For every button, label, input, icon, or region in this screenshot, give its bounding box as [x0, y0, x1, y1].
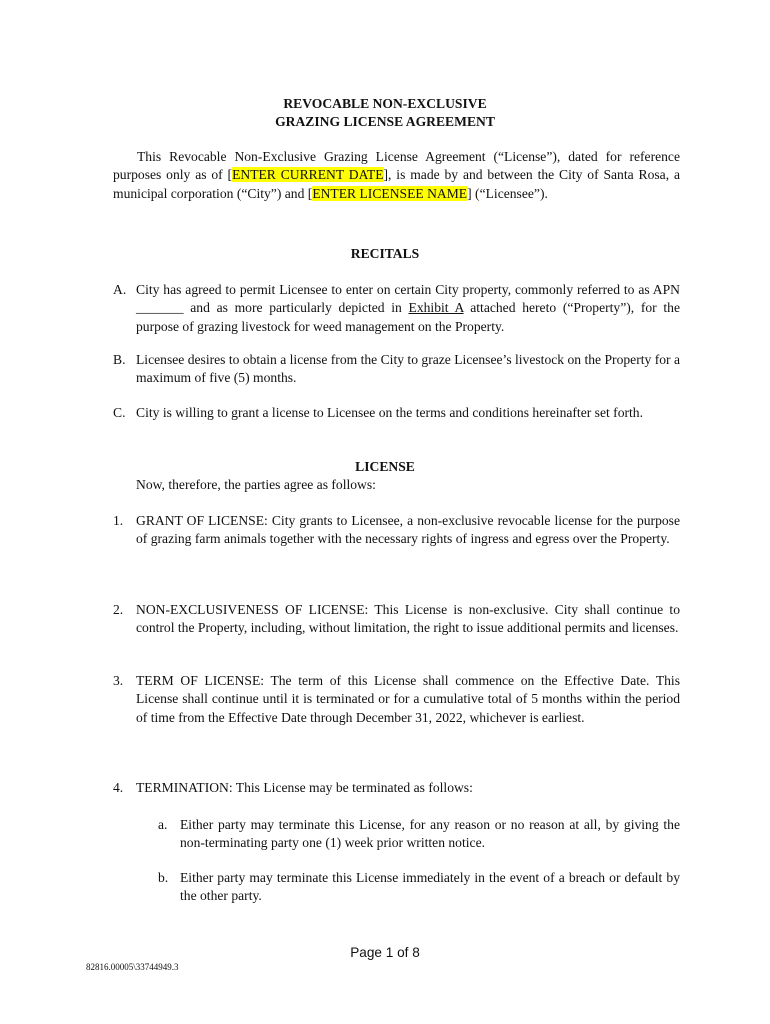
- section-grant-of-license: [113, 512, 680, 549]
- termination-item-a: [158, 816, 680, 853]
- document-id: 82816.00005\33744949.3: [86, 962, 179, 972]
- intro-paragraph: [113, 148, 680, 203]
- licensee-name-placeholder-field[interactable]: ENTER LICENSEE NAME: [312, 185, 468, 201]
- recital-text: City is willing to grant a license to Licensee on the terms and conditions hereinafter set forth.: [136, 405, 643, 420]
- recitals-heading: RECITALS: [350, 246, 420, 261]
- section-marker: 3.: [113, 673, 124, 688]
- page-number: Page 1 of 8: [350, 945, 420, 960]
- section-marker: 1.: [113, 513, 124, 528]
- recital-a: [113, 281, 680, 336]
- document-title: [0, 95, 770, 132]
- intro-text-2: ], is made by and between the City of Santa Rosa, a municipal corporation (“City”) and [: [113, 167, 680, 201]
- subitem-marker: b.: [158, 870, 169, 885]
- date-placeholder-field[interactable]: ENTER CURRENT DATE: [232, 167, 384, 183]
- section-text: TERMINATION: This License may be terminated as follows:: [136, 780, 473, 795]
- license-intro: Now, therefore, the parties agree as follows:: [136, 477, 376, 492]
- intro-text-3: ] (“Licensee”).: [467, 185, 548, 201]
- intro-text-1: This Revocable Non-Exclusive Grazing License Agreement (“License”), dated for reference purposes only as of [: [113, 149, 680, 183]
- section-term-of-license: [113, 672, 680, 727]
- recital-text-before: City has agreed to permit Licensee to enter on certain City property, commonly referred to as APN _______ and as more particularly depicted in: [136, 282, 680, 316]
- recital-c: [113, 404, 680, 422]
- recital-marker: A.: [113, 282, 127, 297]
- recital-text-after: attached hereto (“Property”), for the purpose of grazing livestock for weed management on the Property.: [136, 300, 680, 334]
- section-text: NON-EXCLUSIVENESS OF LICENSE: This License is non-exclusive. City shall continue to control the Property, including, without limitation, the right to issue additional permits and licenses.: [136, 602, 680, 636]
- title-line-2: GRAZING LICENSE AGREEMENT: [275, 114, 495, 130]
- license-heading: LICENSE: [355, 459, 415, 474]
- section-marker: 4.: [113, 780, 124, 795]
- recital-text: Licensee desires to obtain a license from the City to graze Licensee’s livestock on the Property for a maximum of five (5) months.: [136, 352, 680, 386]
- section-termination: [113, 779, 680, 797]
- subitem-text: Either party may terminate this License immediately in the event of a breach or default by the other party.: [180, 870, 680, 904]
- recital-marker: C.: [113, 405, 126, 420]
- termination-item-b: [158, 869, 680, 906]
- section-text: TERM OF LICENSE: The term of this License shall commence on the Effective Date. This License shall continue until it is terminated or for a cumulative total of 5 months within the period of time from the Effective Date through December 31, 2022, whichever is earliest.: [136, 673, 680, 725]
- subitem-marker: a.: [158, 817, 168, 832]
- recital-text: [136, 281, 680, 336]
- section-non-exclusiveness: [113, 601, 680, 638]
- subitem-text: Either party may terminate this License, for any reason or no reason at all, by giving the non-terminating party one (1) week prior written notice.: [180, 817, 680, 851]
- exhibit-a-reference: Exhibit A: [408, 300, 464, 316]
- section-text: GRANT OF LICENSE: City grants to Licensee, a non-exclusive revocable license for the purpose of grazing farm animals together with the necessary rights of ingress and egress over the Property.: [136, 513, 680, 547]
- recital-marker: B.: [113, 352, 126, 367]
- recital-b: [113, 351, 680, 388]
- section-marker: 2.: [113, 602, 124, 617]
- title-line-1: REVOCABLE NON-EXCLUSIVE: [283, 96, 487, 111]
